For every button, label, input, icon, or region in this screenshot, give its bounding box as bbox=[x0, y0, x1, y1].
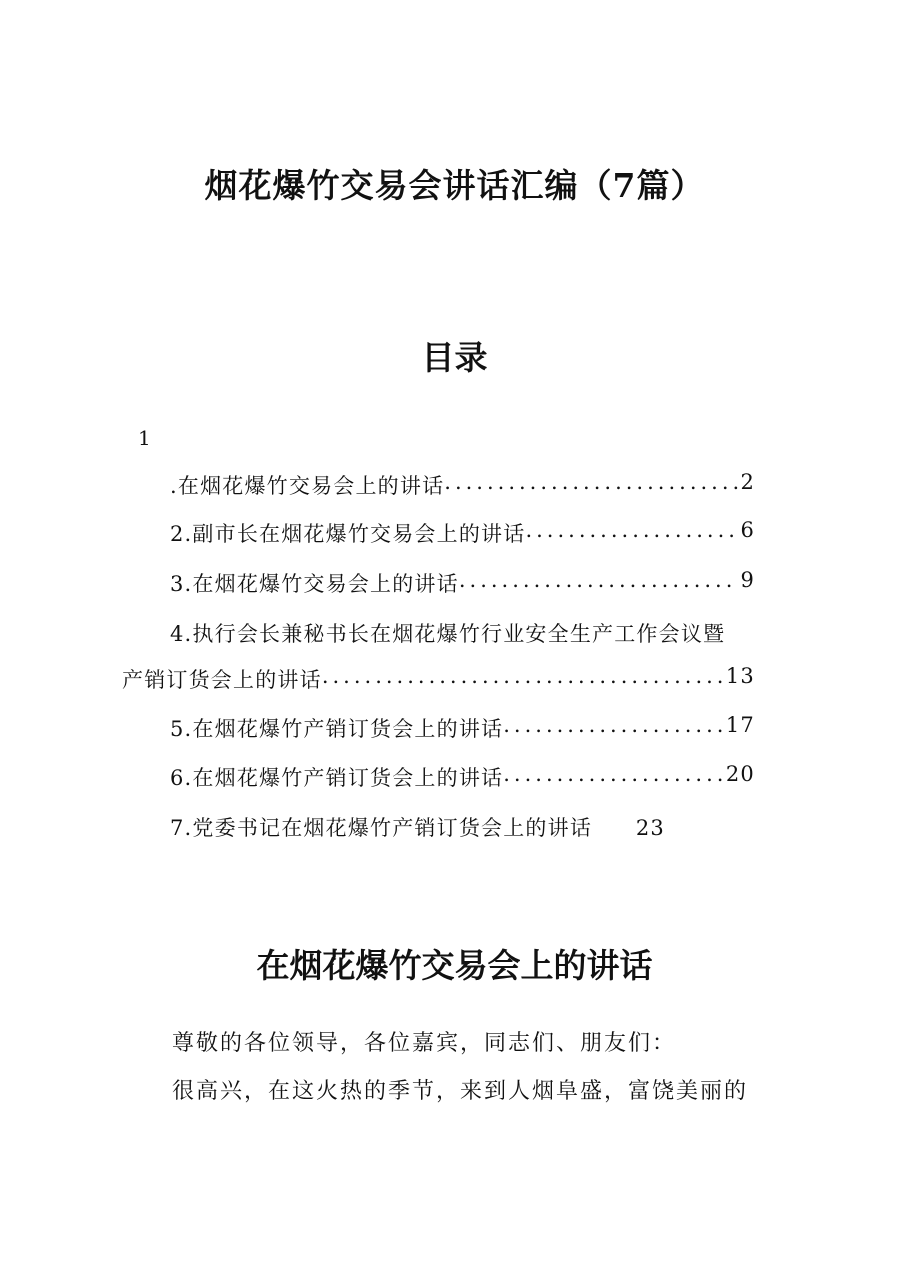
toc-entry-7[interactable] bbox=[170, 812, 665, 842]
toc-entry-page: 20 bbox=[725, 762, 755, 786]
toc-leader-dots bbox=[525, 518, 738, 548]
toc-leader-dots bbox=[459, 568, 739, 598]
toc-leader-dots bbox=[322, 664, 724, 694]
toc-entry-6[interactable] bbox=[170, 762, 755, 792]
toc-entry-text: 产销订货会上的讲话 bbox=[122, 668, 322, 692]
toc-entry-page: 2 bbox=[740, 470, 755, 494]
body-paragraph-greeting: 尊敬的各位领导，各位嘉宾，同志们、朋友们： bbox=[172, 1031, 677, 1056]
toc-entry-page: 13 bbox=[725, 664, 755, 688]
toc-entry-text: 7.党委书记在烟花爆竹产销订货会上的讲话 bbox=[170, 816, 593, 840]
toc-leader-dots bbox=[503, 713, 724, 743]
toc-entry-page: 9 bbox=[740, 568, 755, 592]
toc-top-number: 1 bbox=[138, 426, 151, 450]
toc-entry-text: 4.执行会长兼秘书长在烟花爆竹行业安全生产工作会议暨 bbox=[170, 622, 726, 646]
toc-entry-text: 6.在烟花爆竹产销订货会上的讲话 bbox=[170, 766, 504, 790]
toc-entry-page: 6 bbox=[740, 518, 755, 542]
section-heading: 在烟花爆竹交易会上的讲话 bbox=[256, 946, 653, 985]
toc-entry-text: 3.在烟花爆竹交易会上的讲话 bbox=[170, 572, 459, 596]
toc-entry-4-line-1[interactable] bbox=[170, 618, 725, 648]
toc-leader-dots bbox=[444, 470, 738, 500]
body-paragraph: 很高兴，在这火热的季节，来到人烟阜盛，富饶美丽的 bbox=[172, 1079, 749, 1104]
toc-entry-5[interactable] bbox=[170, 713, 755, 743]
toc-entry-text: 2.副市长在烟花爆竹交易会上的讲话 bbox=[170, 522, 526, 546]
toc-leader-dots bbox=[503, 762, 724, 792]
document-title: 烟花爆竹交易会讲话汇编（7篇） bbox=[204, 166, 705, 205]
toc-entry-4-line-2[interactable] bbox=[122, 664, 755, 694]
toc-entry-3[interactable] bbox=[170, 568, 755, 598]
toc-entry-text: .在烟花爆竹交易会上的讲话 bbox=[170, 474, 445, 498]
toc-heading: 目录 bbox=[421, 338, 488, 377]
toc-entry-page: 23 bbox=[635, 816, 665, 840]
toc-entry-text: 5.在烟花爆竹产销订货会上的讲话 bbox=[170, 717, 504, 741]
toc-entry-page: 17 bbox=[725, 713, 755, 737]
toc-entry-1[interactable] bbox=[170, 470, 755, 500]
toc-entry-2[interactable] bbox=[170, 518, 755, 548]
